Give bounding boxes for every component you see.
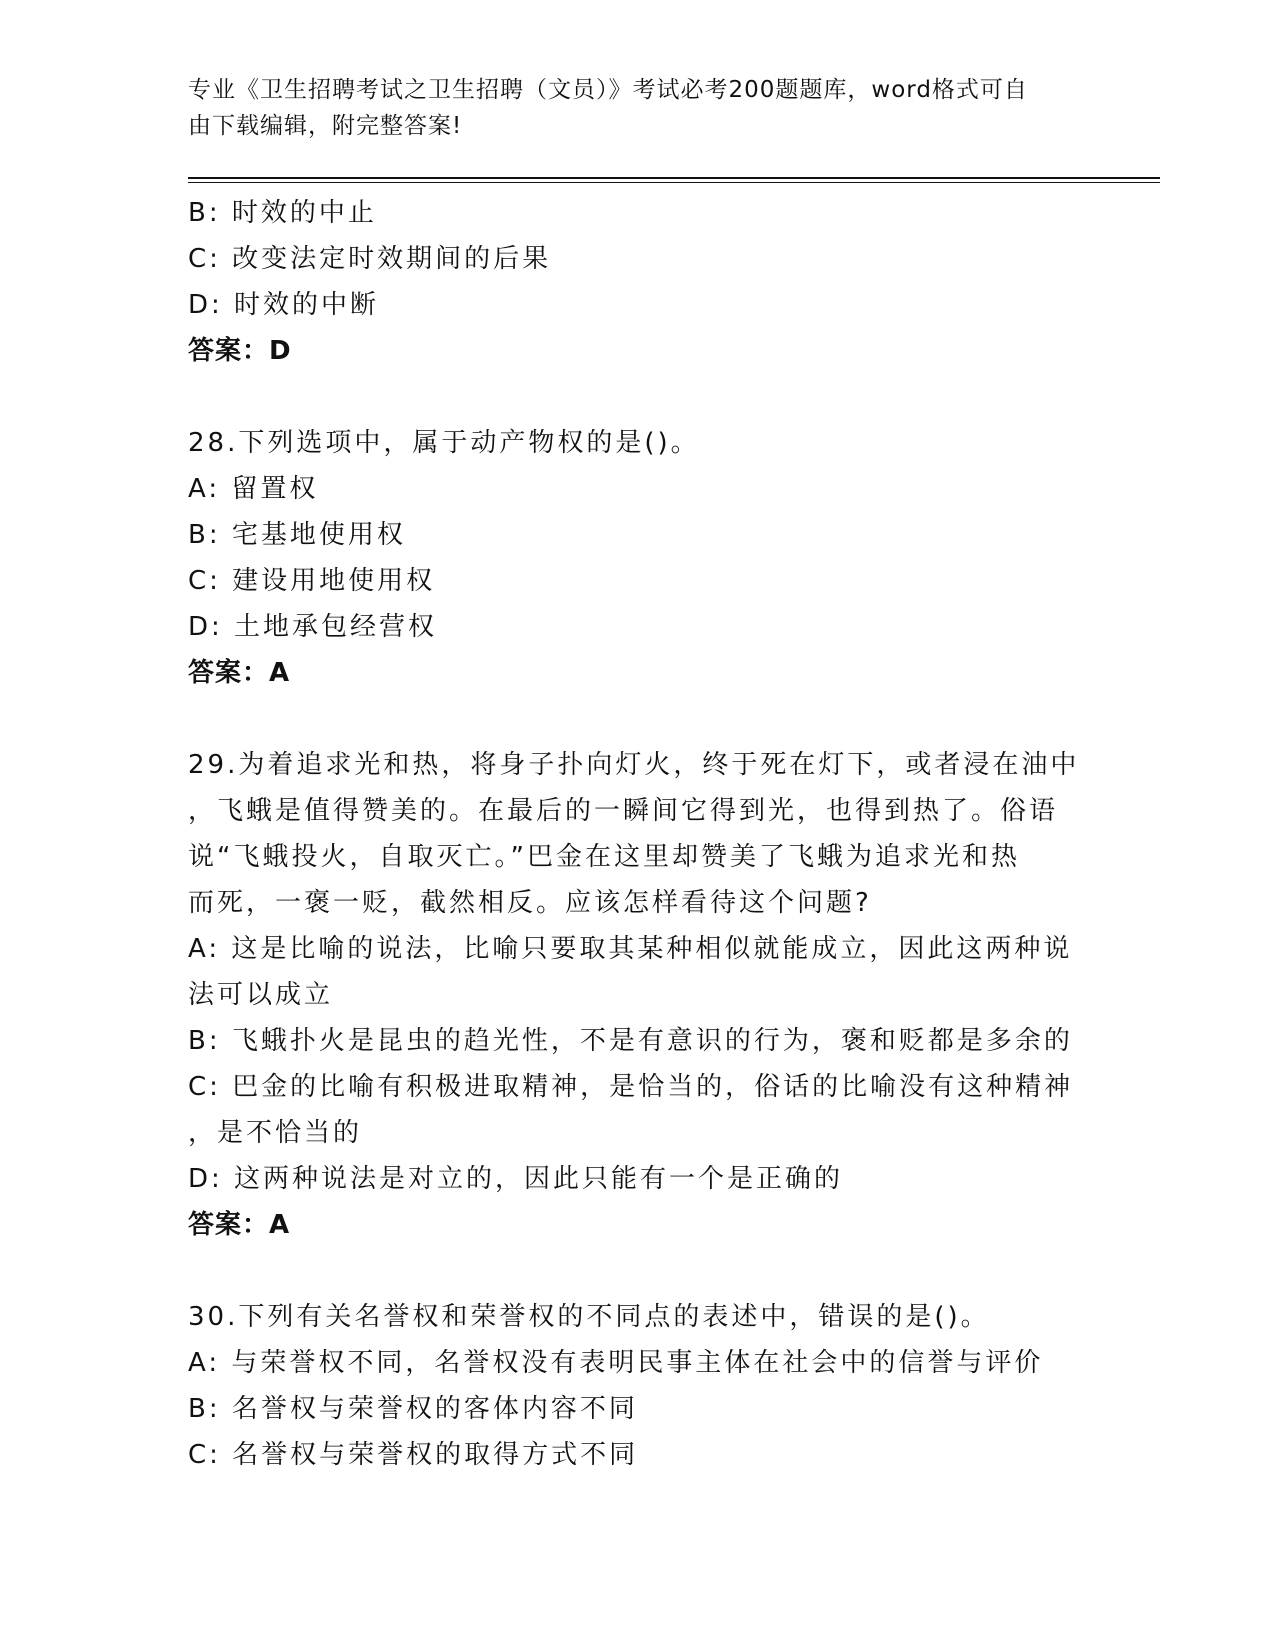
page-header xyxy=(188,72,1068,144)
option-c-line-1: C: 巴金的比喻有积极进取精神，是恰当的，俗话的比喻没有这种精神 xyxy=(188,1072,1074,1102)
question-stem-line-1: 29.为着追求光和热，将身子扑向灯火，终于死在灯下，或者浸在油中 xyxy=(188,750,1080,780)
answer-label: 答案：D xyxy=(188,336,292,366)
option-b: B: 时效的中止 xyxy=(188,198,377,228)
spacer xyxy=(188,374,1088,420)
option-c-line-2: ，是不恰当的 xyxy=(188,1118,363,1148)
header-divider-thin xyxy=(188,182,1160,183)
spacer xyxy=(188,696,1088,742)
option-c: C: 改变法定时效期间的后果 xyxy=(188,244,552,274)
question-stem: 30.下列有关名誉权和荣誉权的不同点的表述中，错误的是()。 xyxy=(188,1302,990,1332)
option-b: B: 名誉权与荣誉权的客体内容不同 xyxy=(188,1394,638,1424)
answer-label: 答案：A xyxy=(188,1210,291,1240)
question-stem-line-3: 说“飞蛾投火，自取灭亡。”巴金在这里却赞美了飞蛾为追求光和热 xyxy=(188,842,1020,872)
header-line-2: 由下载编辑，附完整答案! xyxy=(188,113,463,139)
question-stem-line-4: 而死，一褒一贬，截然相反。应该怎样看待这个问题? xyxy=(188,888,872,918)
header-divider-thick xyxy=(188,177,1160,179)
option-d: D: 土地承包经营权 xyxy=(188,612,438,642)
header-line-1: 专业《卫生招聘考试之卫生招聘（文员）》考试必考200题题库，word格式可自 xyxy=(188,77,1028,103)
option-d: D: 时效的中断 xyxy=(188,290,380,320)
question-28 xyxy=(188,420,1088,696)
option-a-line-1: A: 这是比喻的说法，比喻只要取其某种相似就能成立，因此这两种说 xyxy=(188,934,1073,964)
option-b: B: 宅基地使用权 xyxy=(188,520,406,550)
option-a-line-2: 法可以成立 xyxy=(188,980,334,1010)
option-b: B: 飞蛾扑火是昆虫的趋光性，不是有意识的行为，褒和贬都是多余的 xyxy=(188,1026,1073,1056)
option-c: C: 建设用地使用权 xyxy=(188,566,436,596)
option-c: C: 名誉权与荣誉权的取得方式不同 xyxy=(188,1440,639,1470)
question-list xyxy=(188,190,1088,1478)
option-d: D: 这两种说法是对立的，因此只能有一个是正确的 xyxy=(188,1164,844,1194)
question-29 xyxy=(188,742,1088,1248)
spacer xyxy=(188,1248,1088,1294)
question-30 xyxy=(188,1294,1088,1478)
question-27-tail xyxy=(188,190,1088,374)
question-stem: 28.下列选项中，属于动产物权的是()。 xyxy=(188,428,700,458)
option-a: A: 留置权 xyxy=(188,474,319,504)
question-stem-line-2: ，飞蛾是值得赞美的。在最后的一瞬间它得到光，也得到热了。俗语 xyxy=(188,796,1059,826)
option-a: A: 与荣誉权不同，名誉权没有表明民事主体在社会中的信誉与评价 xyxy=(188,1348,1044,1378)
answer-label: 答案：A xyxy=(188,658,291,688)
